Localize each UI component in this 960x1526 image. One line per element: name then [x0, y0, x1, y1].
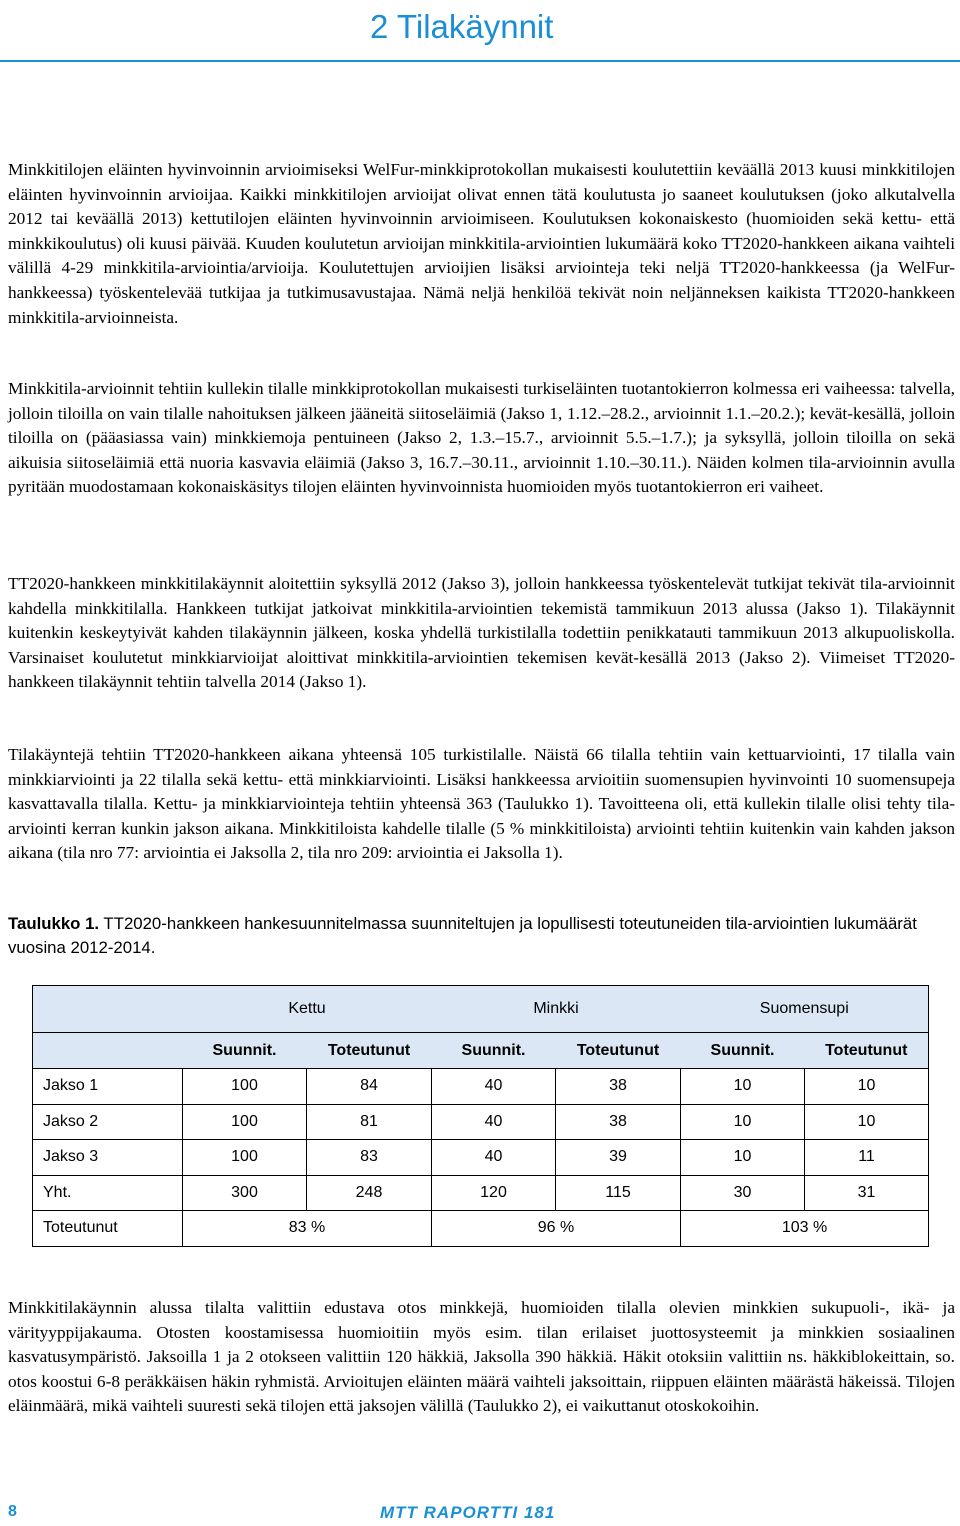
- table-cell: 10: [681, 1069, 805, 1105]
- paragraph-5: Minkkitilakäynnin alussa tilalta valittiin edustava otos minkkejä, huomioiden tilalla olevien minkkien sukupuoli-, ikä- ja värityyppijakauma. Otosten koostamisessa huomioitiin myös esim. tilan erilaiset juottosysteemit ja minkkien sosiaalinen kasvatusympäristö. Jaksoilla 1 ja 2 otokseen valittiin 120 häkkiä, Jaksolla 390 häkkiä. Häkit otoksiin valittiin ns. häkkiblokeittain, so. otos koostui 6-8 peräkkäisen häkin ryhmistä. Arvioitujen eläinten määrä vaihteli jaksoittain, riippuen eläinten määrästä häkeissä. Tilojen eläinmäärä, mikä vaihteli suuresti sekä tilojen että jaksojen välillä (Taulukko 2), ei vaikuttanut otoskokoihin.: [8, 1298, 955, 1416]
- table-caption: [8, 912, 948, 960]
- table-row: [33, 1140, 929, 1176]
- table-row: [33, 1069, 929, 1105]
- subheader-cell: Toteutunut: [556, 1033, 681, 1069]
- table-total-row: [33, 1211, 929, 1247]
- paragraph-3: TT2020-hankkeen minkkitilakäynnit aloitettiin syksyllä 2012 (Jakso 3), jolloin hankkeessa työskentelevät tutkijat tekivät tila-arvioinnit kahdella minkkitilalla. Hankkeen tutkijat jatkoivat minkkitila-arviointien tekemistä tammikuun 2013 alussa (Jakso 1). Tilakäynnit kuitenkin keskeytyivät kahden tilakäynnin jälkeen, koska yhdellä turkistilalla todettiin penikkatauti tammikuun 2013 alkupuoliskolla. Varsinaiset koulutetut minkkiarvioijat aloittivat minkkitila-arviointien tekemisen kevät-kesällä 2013 (Jakso 2). Viimeiset TT2020-hankkeen tilakäynnit tehtiin talvella 2014 (Jakso 1).: [8, 574, 955, 692]
- chapter-title: 2 Tilakäynnit: [370, 8, 554, 45]
- table-corner-cell-2: [33, 1033, 183, 1069]
- table-cell: 10: [681, 1140, 805, 1176]
- subheader-cell: Toteutunut: [307, 1033, 432, 1069]
- table-caption-text: TT2020-hankkeen hankesuunnitelmassa suunniteltujen ja lopullisesti toteutuneiden tila-arviointien lukumäärät vuosina 2012-2014.: [8, 914, 917, 957]
- table-row: [33, 1104, 929, 1140]
- group-header-minkki: Minkki: [432, 986, 681, 1033]
- report-series-logo: MTT RAPORTTI 181: [380, 1503, 556, 1522]
- table-cell: 31: [805, 1175, 929, 1211]
- table-cell: 38: [556, 1104, 681, 1140]
- paragraph-2: Minkkitila-arvioinnit tehtiin kullekin tilalle minkkiprotokollan mukaisesti turkiseläinten tuotantokierron kolmessa eri vaiheessa: talvella, jolloin tiloilla on vain tilalle nahoituksen jälkeen jääneitä siitoseläimiä (Jakso 1, 1.12.–28.2., arvioinnit 1.1.–20.2.); kevät-kesällä, jolloin tiloilla on (pääasiassa vain) minkkiemoja pentuineen (Jakso 2, 1.3.–15.7., arvioinnit 5.5.–1.7.); ja syksyllä, jolloin tiloilla on sekä aikuisia siitoseläimiä että nuoria kasvavia eläimiä (Jakso 3, 16.7.–30.11., arvioinnit 1.10.–30.11.). Näiden kolmen tila-arvioinnin avulla pyritään muodostamaan kokonaiskäsitys tilojen eläinten hyvinvoinnista huomioiden myös tuotantokierron eri vaiheet.: [8, 379, 955, 497]
- table-cell: 83: [307, 1140, 432, 1176]
- paragraph-4: Tilakäyntejä tehtiin TT2020-hankkeen aikana yhteensä 105 turkistilalle. Näistä 66 tilalla tehtiin vain kettuarviointi, 17 tilalla vain minkkiarviointi ja 22 tilalla sekä kettu- että minkkiarviointi. Lisäksi hankkeessa arvioitiin suomensupien hyvinvointi 10 suomensupeja kasvattavalla tilalla. Kettu- ja minkkiarviointeja tehtiin yhteensä 363 (Taulukko 1). Tavoitteena oli, että kullekin tilalle olisi tehty tila-arviointi kerran kunkin jakson aikana. Minkkitiloista kahdelle tilalle (5 % minkkitiloista) arviointi tehtiin kuitenkin vain kahden jakson aikana (tila nro 77: arviointia ei Jaksolla 2, tila nro 209: arviointia ei Jaksolla 1).: [8, 745, 955, 863]
- total-row-label: Toteutunut: [33, 1211, 183, 1247]
- paragraph-1: Minkkitilojen eläinten hyvinvoinnin arvioimiseksi WelFur-minkkiprotokollan mukaisesti koulutettiin keväällä 2013 kuusi minkkitilojen eläinten hyvinvoinnin arvioijaa. Kaikki minkkitilojen arvioijat olivat ennen tätä koulutusta jo saaneet koulutuksen (joko alkutalvella 2012 tai keväällä 2013) kettutilojen eläinten hyvinvoinnin arvioimiseen. Koulutuksen kokonaiskesto (huomioiden sekä kettu- että minkkikoulutus) oli kuusi päivää. Kuuden koulutetun arvioijan minkkitila-arviointien lukumäärä koko TT2020-hankkeen aikana vaihteli välillä 4-29 minkkitila-arviointia/arvioija. Koulutettujen arvioijien lisäksi arviointeja teki neljä TT2020-hankkeessa (ja WelFur-hankkeessa) työskentelevää tutkijaa ja tutkimusavustajaa. Nämä neljä henkilöä tekivät noin neljänneksen kaikista TT2020-hankkeen minkkitila-arvioinneista.: [8, 160, 955, 327]
- total-cell-suomensupi: 103 %: [681, 1211, 929, 1247]
- page-number: 8: [8, 1503, 17, 1520]
- total-cell-kettu: 83 %: [183, 1211, 432, 1247]
- total-cell-minkki: 96 %: [432, 1211, 681, 1247]
- table-cell: 81: [307, 1104, 432, 1140]
- subheader-cell: Suunnit.: [432, 1033, 556, 1069]
- table-cell: 100: [183, 1069, 307, 1105]
- table-cell: 115: [556, 1175, 681, 1211]
- table-subheader-row: [33, 1033, 929, 1069]
- table-cell: 248: [307, 1175, 432, 1211]
- table-cell: 39: [556, 1140, 681, 1176]
- table-cell: 40: [432, 1140, 556, 1176]
- table-cell: 30: [681, 1175, 805, 1211]
- table-cell: 84: [307, 1069, 432, 1105]
- assessment-count-table: [32, 985, 929, 1247]
- table-row: [33, 1175, 929, 1211]
- table-cell: 120: [432, 1175, 556, 1211]
- table-cell: 38: [556, 1069, 681, 1105]
- table-cell: 100: [183, 1140, 307, 1176]
- heading-divider: [0, 60, 960, 62]
- row-label: Jakso 1: [33, 1069, 183, 1105]
- table-caption-label: Taulukko 1.: [8, 914, 100, 933]
- table-group-header-row: [33, 986, 929, 1033]
- table-cell: 10: [681, 1104, 805, 1140]
- table-corner-cell: [33, 986, 183, 1033]
- table-cell: 10: [805, 1069, 929, 1105]
- group-header-suomensupi: Suomensupi: [681, 986, 929, 1033]
- table-cell: 10: [805, 1104, 929, 1140]
- table-cell: 100: [183, 1104, 307, 1140]
- subheader-cell: Suunnit.: [183, 1033, 307, 1069]
- group-header-kettu: Kettu: [183, 986, 432, 1033]
- table-cell: 11: [805, 1140, 929, 1176]
- subheader-cell: Suunnit.: [681, 1033, 805, 1069]
- table-cell: 40: [432, 1069, 556, 1105]
- table-cell: 300: [183, 1175, 307, 1211]
- row-label: Jakso 2: [33, 1104, 183, 1140]
- table-cell: 40: [432, 1104, 556, 1140]
- row-label: Yht.: [33, 1175, 183, 1211]
- subheader-cell: Toteutunut: [805, 1033, 929, 1069]
- row-label: Jakso 3: [33, 1140, 183, 1176]
- chapter-heading: [0, 0, 960, 62]
